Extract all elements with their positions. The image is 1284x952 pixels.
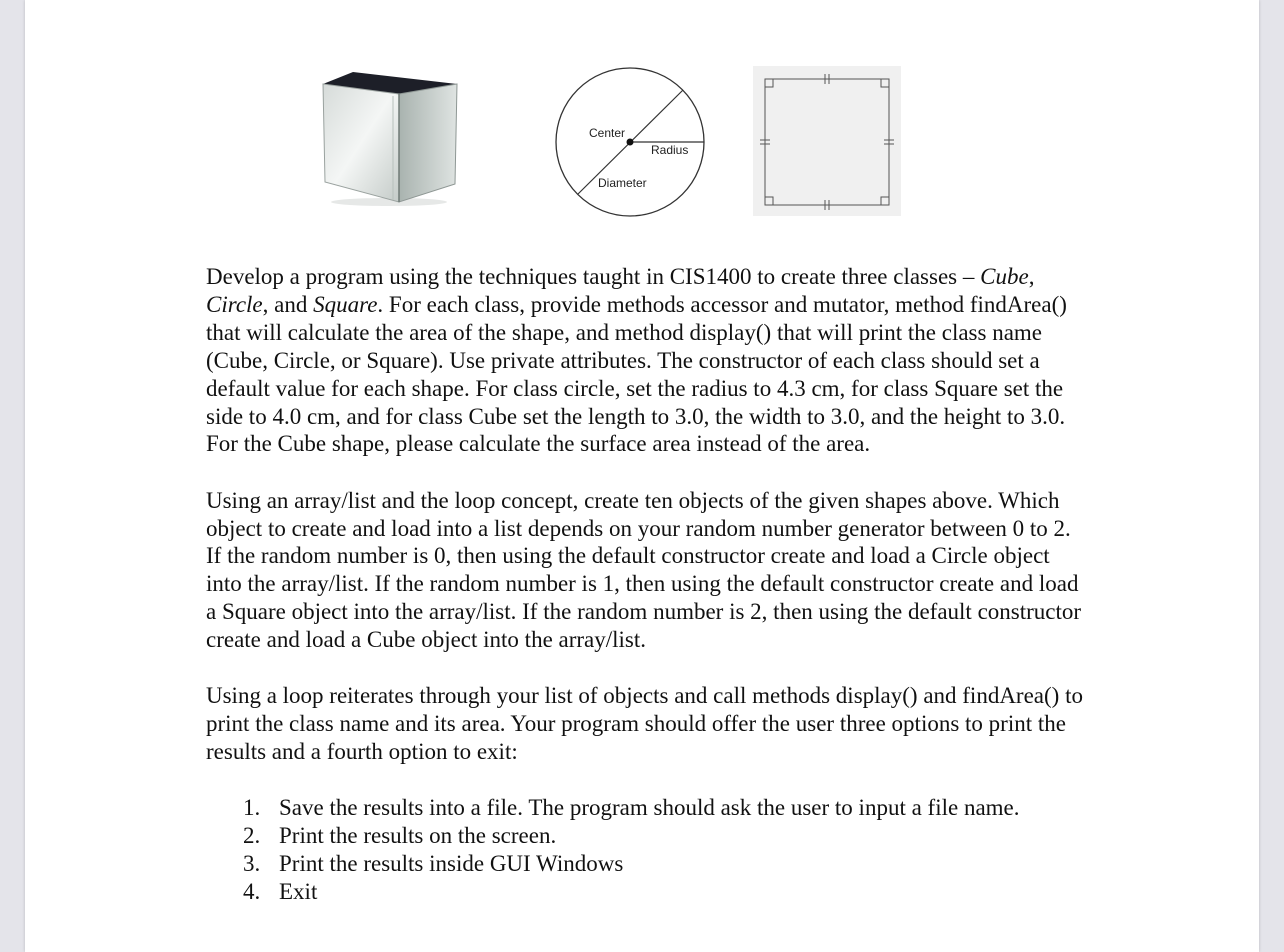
document-page xyxy=(25,0,1259,952)
list-text: Exit xyxy=(279,879,318,905)
paragraph-array-list: Using an array/list and the loop concept, create ten objects of the given shapes above. Which object to create and load into a list depends on your random number generator between 0 to 2. If the random number is 0, then using the default constructor create and load a Circle object into the array/list. If the random number is 1, then using the default constructor create and load a Square object into the array/list. If the random number is 2, then using the default constructor create and load a Cube object into the array/list. xyxy=(206,487,1082,653)
list-text: Print the results inside GUI Windows xyxy=(279,851,624,877)
list-item xyxy=(206,850,1086,878)
list-number: 4. xyxy=(243,879,261,905)
center-point xyxy=(627,139,634,146)
square-background xyxy=(753,66,901,216)
class-name-cube: Cube xyxy=(980,264,1029,289)
list-item xyxy=(206,822,1086,850)
list-item xyxy=(206,878,1086,906)
paragraph-loop: Using a loop reiterates through your list of objects and call methods display() and findArea() to print the class name and its area. Your program should offer the user three options to print the results and a fourth option to exit: xyxy=(206,683,1083,765)
radius-label: Radius xyxy=(651,143,689,157)
options-list xyxy=(206,794,1086,906)
list-number: 3. xyxy=(243,851,261,877)
list-item xyxy=(206,794,1086,822)
list-text: Save the results into a file. The program should ask the user to input a file name. xyxy=(279,795,1020,821)
class-name-square: Square xyxy=(313,291,378,317)
circle-diagram xyxy=(553,66,707,218)
paragraph-requirements: Develop a program using the techniques taught in CIS1400 to create three classes – Cube, Circle, and Square. For each class, provide methods accessor and mutator, method findArea() that will calculate the area of the shape, and method display() that will print the class name (Cube, Circle, or Square). Use private attributes. The constructor of each class should set a default value for each shape. For class circle, set the radius to 4.3 cm, for class Square set the side to 4.0 cm, and for class Cube set the length to 3.0, the width to 3.0, and the height to 3.0. For the Cube shape, please calculate the surface area instead of the area. xyxy=(206,264,1067,457)
cube-illustration xyxy=(319,66,461,208)
assignment-text xyxy=(206,263,1086,906)
list-number: 1. xyxy=(243,795,261,821)
list-number: 2. xyxy=(243,823,261,849)
diameter-label: Diameter xyxy=(598,176,647,190)
center-label: Center xyxy=(589,126,626,140)
list-text: Print the results on the screen. xyxy=(279,823,557,849)
cube-image xyxy=(319,66,461,208)
class-name-circle: Circle xyxy=(206,291,263,317)
square-diagram xyxy=(753,66,901,216)
